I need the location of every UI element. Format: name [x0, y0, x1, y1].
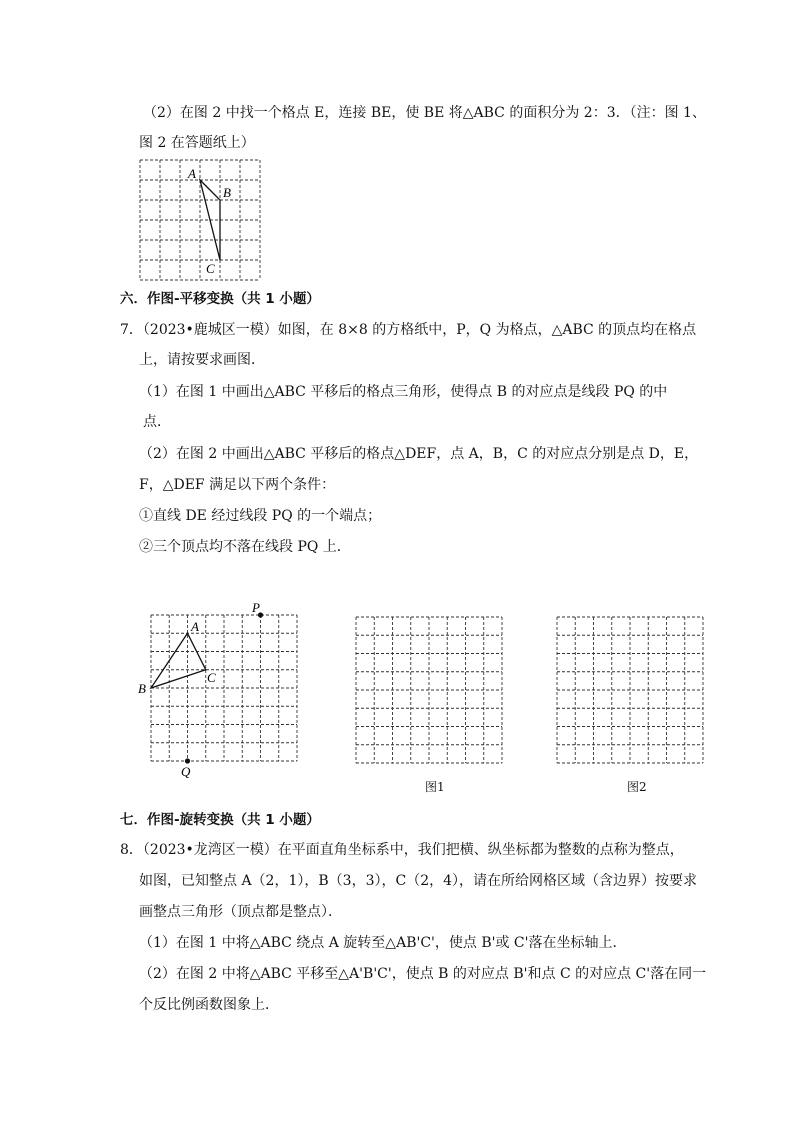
section7-title: 七．作图-旋转变换（共 1 小题）	[120, 812, 320, 828]
q7-line6: F，△DEF 满足以下两个条件：	[139, 477, 336, 493]
q7-main-grid-figure	[130, 598, 310, 783]
q7-line1: 7．（2023•鹿城区一模）如图，在 8×8 的方格纸中，P，Q 为格点，△ABC 的顶点均在格点	[120, 322, 697, 338]
q8-line1: 8．（2023•龙湾区一模）在平面直角坐标系中，我们把横、纵坐标都为整数的点称为整点，	[120, 842, 684, 858]
q7-line2: 上，请按要求画图．	[139, 352, 265, 368]
q8-line5: （2）在图 2 中将△ABC 平移至△A'B'C'，使点 B 的对应点 B'和点 C 的对应点 C'落在同一	[139, 966, 707, 982]
q6-part2-line2: 图 2 在答题纸上）	[139, 135, 255, 151]
q8-line3: 画整点三角形（顶点都是整点）．	[139, 904, 342, 920]
q8-line4: （1）在图 1 中将△ABC 绕点 A 旋转至△AB'C'，使点 B'或 C'落在坐标轴上．	[139, 935, 627, 951]
q7-line7: ①直线 DE 经过线段 PQ 的一个端点；	[139, 508, 382, 524]
section6-title: 六．作图-平移变换（共 1 小题）	[120, 291, 320, 307]
q7-line5: （2）在图 2 中画出△ABC 平移后的格点△DEF，点 A，B，C 的对应点分别是点 D，E，	[139, 446, 699, 462]
figure1-caption: 图1	[425, 780, 445, 794]
figure2-caption: 图2	[627, 780, 647, 794]
label-b: B	[223, 185, 231, 200]
label-p: P	[252, 600, 260, 615]
q6-part2-line1: （2）在图 2 中找一个格点 E，连接 BE，使 BE 将△ABC 的面积分为 2：3．（注：图 1、	[143, 105, 706, 121]
triangle-abc	[151, 633, 206, 688]
q8-line2: 如图，已知整点 A（2，1），B（3，3），C（2，4），请在所给网格区域（含边界）按要求	[139, 873, 698, 889]
label-b: B	[138, 681, 146, 696]
label-q: Q	[181, 764, 191, 779]
q7-figure1-grid	[352, 613, 508, 765]
label-c: C	[207, 670, 216, 685]
q8-line6: 个反比例函数图象上．	[139, 997, 279, 1013]
label-a: A	[191, 619, 199, 634]
label-a: A	[188, 166, 196, 181]
q6-grid-figure	[130, 152, 270, 284]
q7-line4: 点．	[143, 414, 171, 430]
label-c: C	[206, 261, 215, 276]
point-q	[185, 758, 190, 763]
q7-line3: （1）在图 1 中画出△ABC 平移后的格点三角形，使得点 B 的对应点是线段 PQ 的中	[139, 384, 668, 400]
q7-line8: ②三个顶点均不落在线段 PQ 上．	[139, 539, 351, 555]
q7-figure2-grid	[553, 613, 709, 765]
